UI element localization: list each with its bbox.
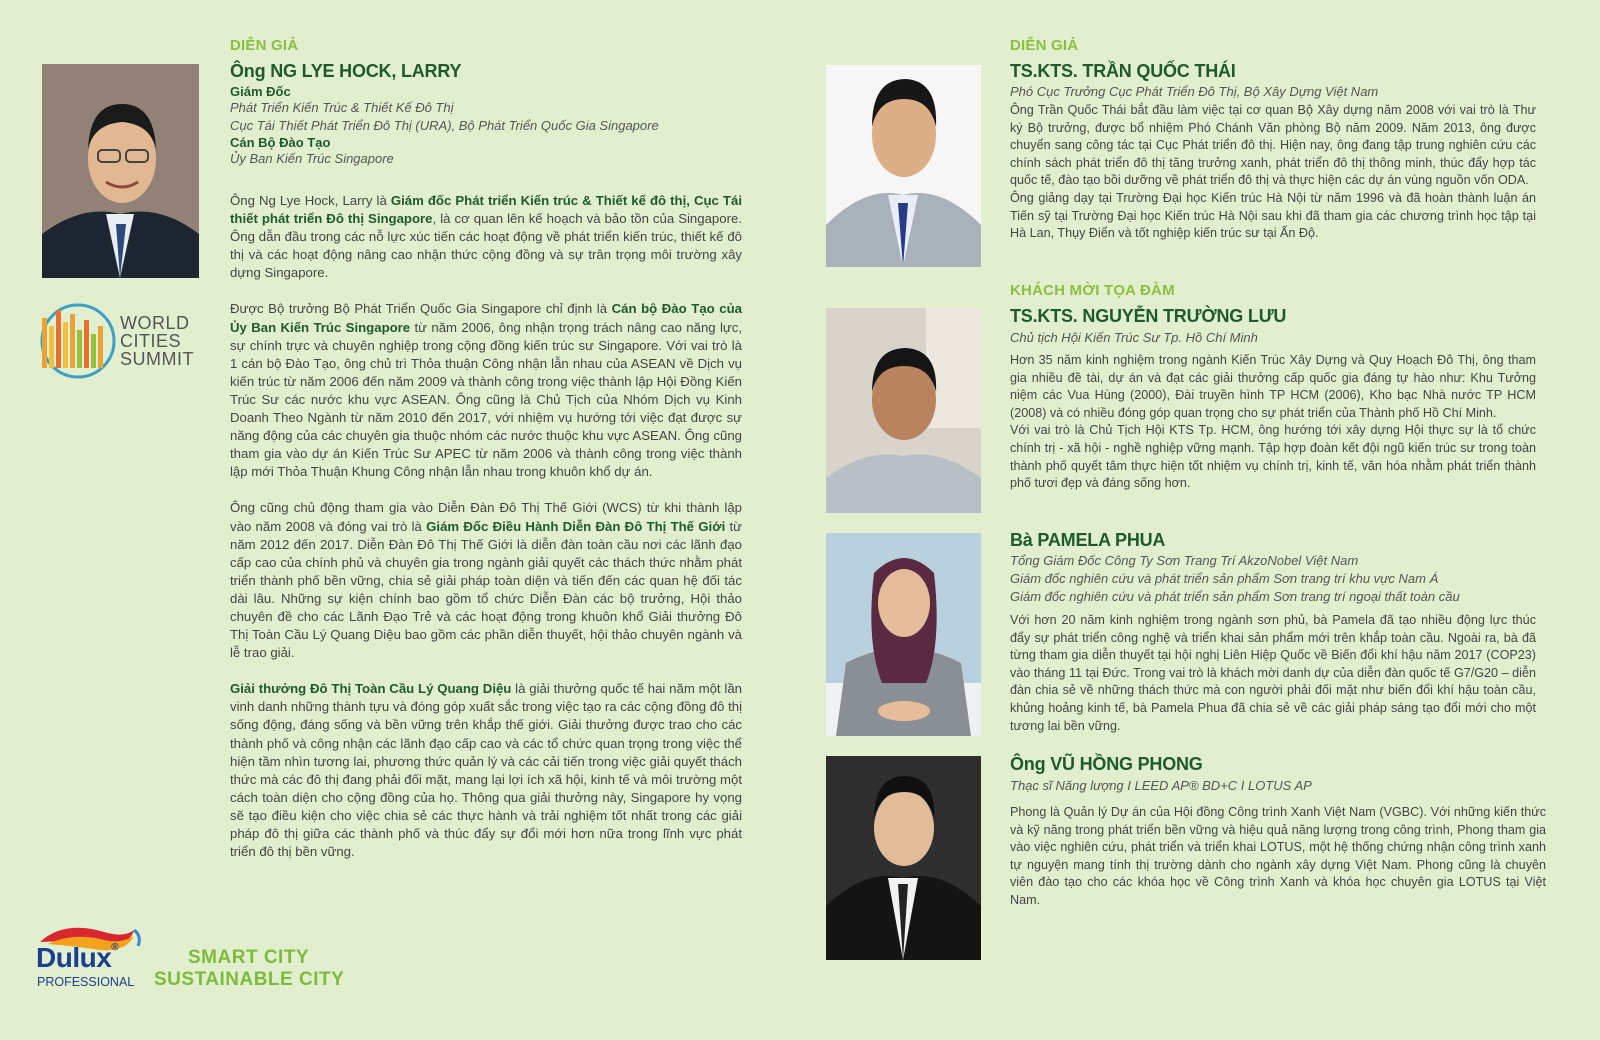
dulux-sub: PROFESSIONAL	[37, 975, 135, 989]
right-s2-title: Chủ tịch Hội Kiến Trúc Sư Tp. Hồ Chí Minh	[1010, 330, 1258, 345]
right-s3-title3: Giám đốc nghiên cứu và phát triển sản phẩm Sơn trang trí ngoại thất toàn cầu	[1010, 589, 1460, 604]
right-s1-p2: Ông giảng dạy tại Trường Đại học Kiến trúc Hà Nội từ năm 1996 và đã hoàn thành luận án Tiến sỹ tại Trường Đại học Kiến trúc Hà Nội sau khi đã tham gia các chương trình học tập tại Hà Lan, Thụy Điển và tốt nghiệp kiến trúc sư tại Ấn Độ.	[1010, 190, 1536, 241]
dulux-logo	[34, 922, 144, 992]
tagline-line1: SMART CITY	[188, 947, 310, 968]
portrait-luu	[826, 308, 981, 513]
left-role2-detail: Ủy Ban Kiến Trúc Singapore	[230, 151, 394, 166]
left-paragraph-1: Ông Ng Lye Hock, Larry là Giám đốc Phát triển Kiến trúc & Thiết kế đô thị, Cục Tái thiết phát triển Đô thị Singapore, là cơ quan lên kế hoạch và bảo tồn của Singapore. Ông dẫn đầu trong các nỗ lực xúc tiến các hoạt động về phát triển kiến trúc, thiết kế đô thị và các hoạt động nâng cao nhận thức cộng đồng và sự trân trọng môi trường xây dựng Singapore.	[230, 193, 742, 281]
left-paragraph-2: Được Bộ trưởng Bộ Phát Triển Quốc Gia Singapore chỉ định là Cán bộ Đào Tạo của Ủy Ban Kiến Trúc Singapore từ năm 2006, ông nhận trọng trách nâng cao năng lực, sự chính trực và chuyên nghiệp trong cộng đồng kiến trúc sư Singapore. Với vai trò là 1 cán bộ Đào Tạo, ông chủ trì Thỏa thuận Công nhận lẫn nhau của ASEAN về Dịch vụ kiến trúc từ năm 2006 đến năm 2009 và thành công trong việc thành lập Hội Đồng Kiến Trúc Sư các nước khu vực ASEAN. Ông cũng là Chủ Tịch của Nhóm Dịch vụ Kinh Doanh Theo Ngành từ năm 2010 đến 2017, với nhiệm vụ hướng tới việc đạt được sự năng động của các chuyên gia thuộc nhóm các nước thuộc khu vực ASEAN. Ông cũng tham gia vào dự án Kiến Trúc Sư APEC từ năm 2006 và thành công trong việc thành lập mới Thỏa Thuận Khung Công nhận lẫn nhau trong khuôn khổ dự án.	[230, 301, 743, 480]
right-s1-label: DIỄN GIẢ	[1010, 37, 1079, 54]
right-s4-p1: Phong là Quản lý Dự án của Hội đồng Công trình Xanh Việt Nam (VGBC). Với những kiến thức và kỹ năng trong phát triển bền vững và hiệu quả năng lượng trong công trình, Phong tham gia vào việc nghiên cứu, phát triển và triển khai LOTUS, một hệ thống chứng nhận công trình xanh tự nguyện mang tính thị trường dành cho ngành xây dựng Việt Nam. Phong cũng là chuyên viên đào tạo cho các khóa học về Công trình Xanh và khóa học chuyên gia LOTUS tại Việt Nam.	[1010, 805, 1546, 907]
portrait-larry	[42, 64, 199, 278]
tagline-line2: SUSTAINABLE CITY	[154, 969, 345, 990]
left-role1-detail2: Cục Tái Thiết Phát Triển Đô Thị (URA), Bộ Phát Triển Quốc Gia Singapore	[230, 118, 659, 133]
right-s4-title: Thạc sĩ Năng lượng I LEED AP® BD+C I LOTUS AP	[1010, 778, 1312, 793]
wcs-line2: CITIES	[120, 331, 182, 351]
right-s1-title: Phó Cục Trưởng Cục Phát Triển Đô Thị, Bộ Xây Dựng Việt Nam	[1010, 84, 1379, 99]
left-paragraph-3: Ông cũng chủ động tham gia vào Diễn Đàn Đô Thị Thế Giới (WCS) từ khi thành lập vào năm 2008 và đóng vai trò là Giám Đốc Điều Hành Diễn Đàn Đô Thị Thế Giới từ năm 2012 đến 2017. Diễn Đàn Đô Thị Thế Giới là diễn đàn toàn cầu nơi các lãnh đạo cấp cao của chính phủ và chuyên gia trong ngành giải quyết các thách thức nhằm phát triển thành phố bền vững, chia sẻ giải pháp toàn diện và tiến đến các quan hệ đối tác dài lâu. Những sự kiện chính bao gồm tổ chức Diễn Đàn các bộ trưởng, Hội thảo chuyên đề cho các Lãnh Đạo Trẻ và các hoạt động trong khuôn khổ Giải thưởng Đô Thị Toàn Cầu Lý Quang Diệu bao gồm các phần diễn thuyết, hội thảo chuyên ngành và lễ trao giải.	[230, 500, 743, 661]
right-s3-p1: Với hơn 20 năm kinh nghiệm trong ngành sơn phủ, bà Pamela đã tạo nhiều động lực thúc đẩy sự phát triển công nghệ và triển khai sản phẩm mới trên khắp toàn cầu. Ngoài ra, bà đã từng tham gia diễn thuyết tại hội nghị Liên Hiệp Quốc về Biến đổi khí hậu năm 2017 (COP23) vào tháng 11 tại Đức. Trong vai trò là khách mời danh dự của diễn đàn quốc tế G7/G20 – diễn đàn chia sẻ về những thách thức mà con người phải đối mặt như biến đổi khí hậu toàn cầu, khủng hoảng kinh tế, bà Pamela Phua đã chia sẻ về các giải pháp sáng tạo đổi mới cho một tương lai bền vững.	[1010, 613, 1536, 733]
right-s2-label: KHÁCH MỜI TỌA ĐÀM	[1010, 282, 1175, 299]
right-s2-p2: Với vai trò là Chủ Tịch Hội KTS Tp. HCM, ông hướng tới xây dựng Hội thực sự là tổ chức chính trị - xã hội - nghề nghiệp vững mạnh. Tập hợp đoàn kết đội ngũ kiến trúc sư trong toàn thành phố quyết tâm thực hiện tốt nhiệm vụ chính trị, kinh tế, văn hóa nhằm phát triển thành phố tươi đẹp và đáng sống hơn.	[1010, 423, 1536, 491]
left-paragraph-4: Giải thưởng Đô Thị Toàn Cầu Lý Quang Diệu là giải thưởng quốc tế hai năm một lần vinh danh những thành tựu và đóng góp xuất sắc trong việc tạo ra các cộng đồng đô thị sống động, đáng sống và bền vững trên khắp thế giới. Giải thưởng được trao cho các thành phố và công nhận các lãnh đạo cấp cao và các tổ chức quan trọng trong việc thể hiện tầm nhìn tương lai, phương thức quản lý và các cải tiến trong việc giải quyết thách thức mà các đô thị đang phải đối mặt, mang lại lợi ích xã hội, kinh tế và môi trường một cách toàn diện cho cộng đồng của họ. Thông qua giải thưởng này, Singapore hy vọng sẽ tạo điều kiện cho việc chia sẻ các thực hành và trải nghiệm tốt nhất trong các giải pháp đô thị giữa các thành phố và thúc đẩy sự đổi mới hơn nữa trong lĩnh vực phát triển đô thị bền vững.	[230, 681, 742, 860]
left-speaker-name: Ông NG LYE HOCK, LARRY	[230, 61, 462, 81]
right-s3-name: Bà PAMELA PHUA	[1010, 530, 1166, 550]
right-s3-title1: Tổng Giám Đốc Công Ty Sơn Trang Trí AkzoNobel Việt Nam	[1010, 553, 1359, 568]
left-role1: Giám Đốc	[230, 84, 291, 99]
left-role1-detail1: Phát Triển Kiến Trúc & Thiết Kế Đô Thị	[230, 100, 454, 115]
right-s1-name: TS.KTS. TRẦN QUỐC THÁI	[1010, 61, 1236, 81]
wcs-logo	[38, 296, 208, 386]
dulux-reg: ®	[111, 942, 119, 953]
wcs-line1: WORLD	[120, 313, 190, 333]
right-s3-title2: Giám đốc nghiên cứu và phát triển sản phẩm Sơn trang trí khu vực Nam Á	[1010, 571, 1439, 586]
right-s1-p1: Ông Trần Quốc Thái bắt đầu làm việc tại cơ quan Bộ Xây dựng năm 2008 với vai trò là Thư ký Bộ trưởng, được bổ nhiệm Phó Chánh Văn phòng Bộ năm 2009. Năm 2013, ông được chuyển sang công tác tại Cục Phát triển đô thị. Hiện nay, ông đang tập trung nghiên cứu các chính sách phát triển đô thị tăng trưởng xanh, phát triển đô thị thông minh, thúc đẩy hợp tác quốc tế, đào tạo bồi dưỡng về phát triển đô thị và thực hiện các dự án vùng nguồn vốn ODA.	[1010, 103, 1536, 188]
portrait-thai	[826, 65, 981, 267]
left-section-label: DIỄN GIẢ	[230, 37, 299, 54]
right-s2-name: TS.KTS. NGUYỄN TRƯỜNG LƯU	[1010, 306, 1287, 326]
left-role2: Cán Bộ Đào Tạo	[230, 135, 331, 150]
right-s4-name: Ông VŨ HỒNG PHONG	[1010, 754, 1203, 774]
right-s2-p1: Hơn 35 năm kinh nghiệm trong ngành Kiến Trúc Xây Dựng và Quy Hoạch Đô Thị, ông tham gia nhiều đề tài, dự án và đạt các giải thưởng cấp quốc gia đáng tự hào như: Khu Tưởng niệm các Vua Hùng (2000), Đài truyền hình TP HCM (2006), Kho bạc Nhà nước TP HCM (2008) và có nhiều đóng góp quan trọng cho sự phát triển của Thành phố Hồ Chí Minh.	[1010, 353, 1536, 420]
portrait-phong	[826, 756, 981, 960]
wcs-line3: SUMMIT	[120, 349, 194, 369]
portrait-pamela	[826, 533, 981, 736]
dulux-brand: Dulux	[36, 942, 112, 973]
